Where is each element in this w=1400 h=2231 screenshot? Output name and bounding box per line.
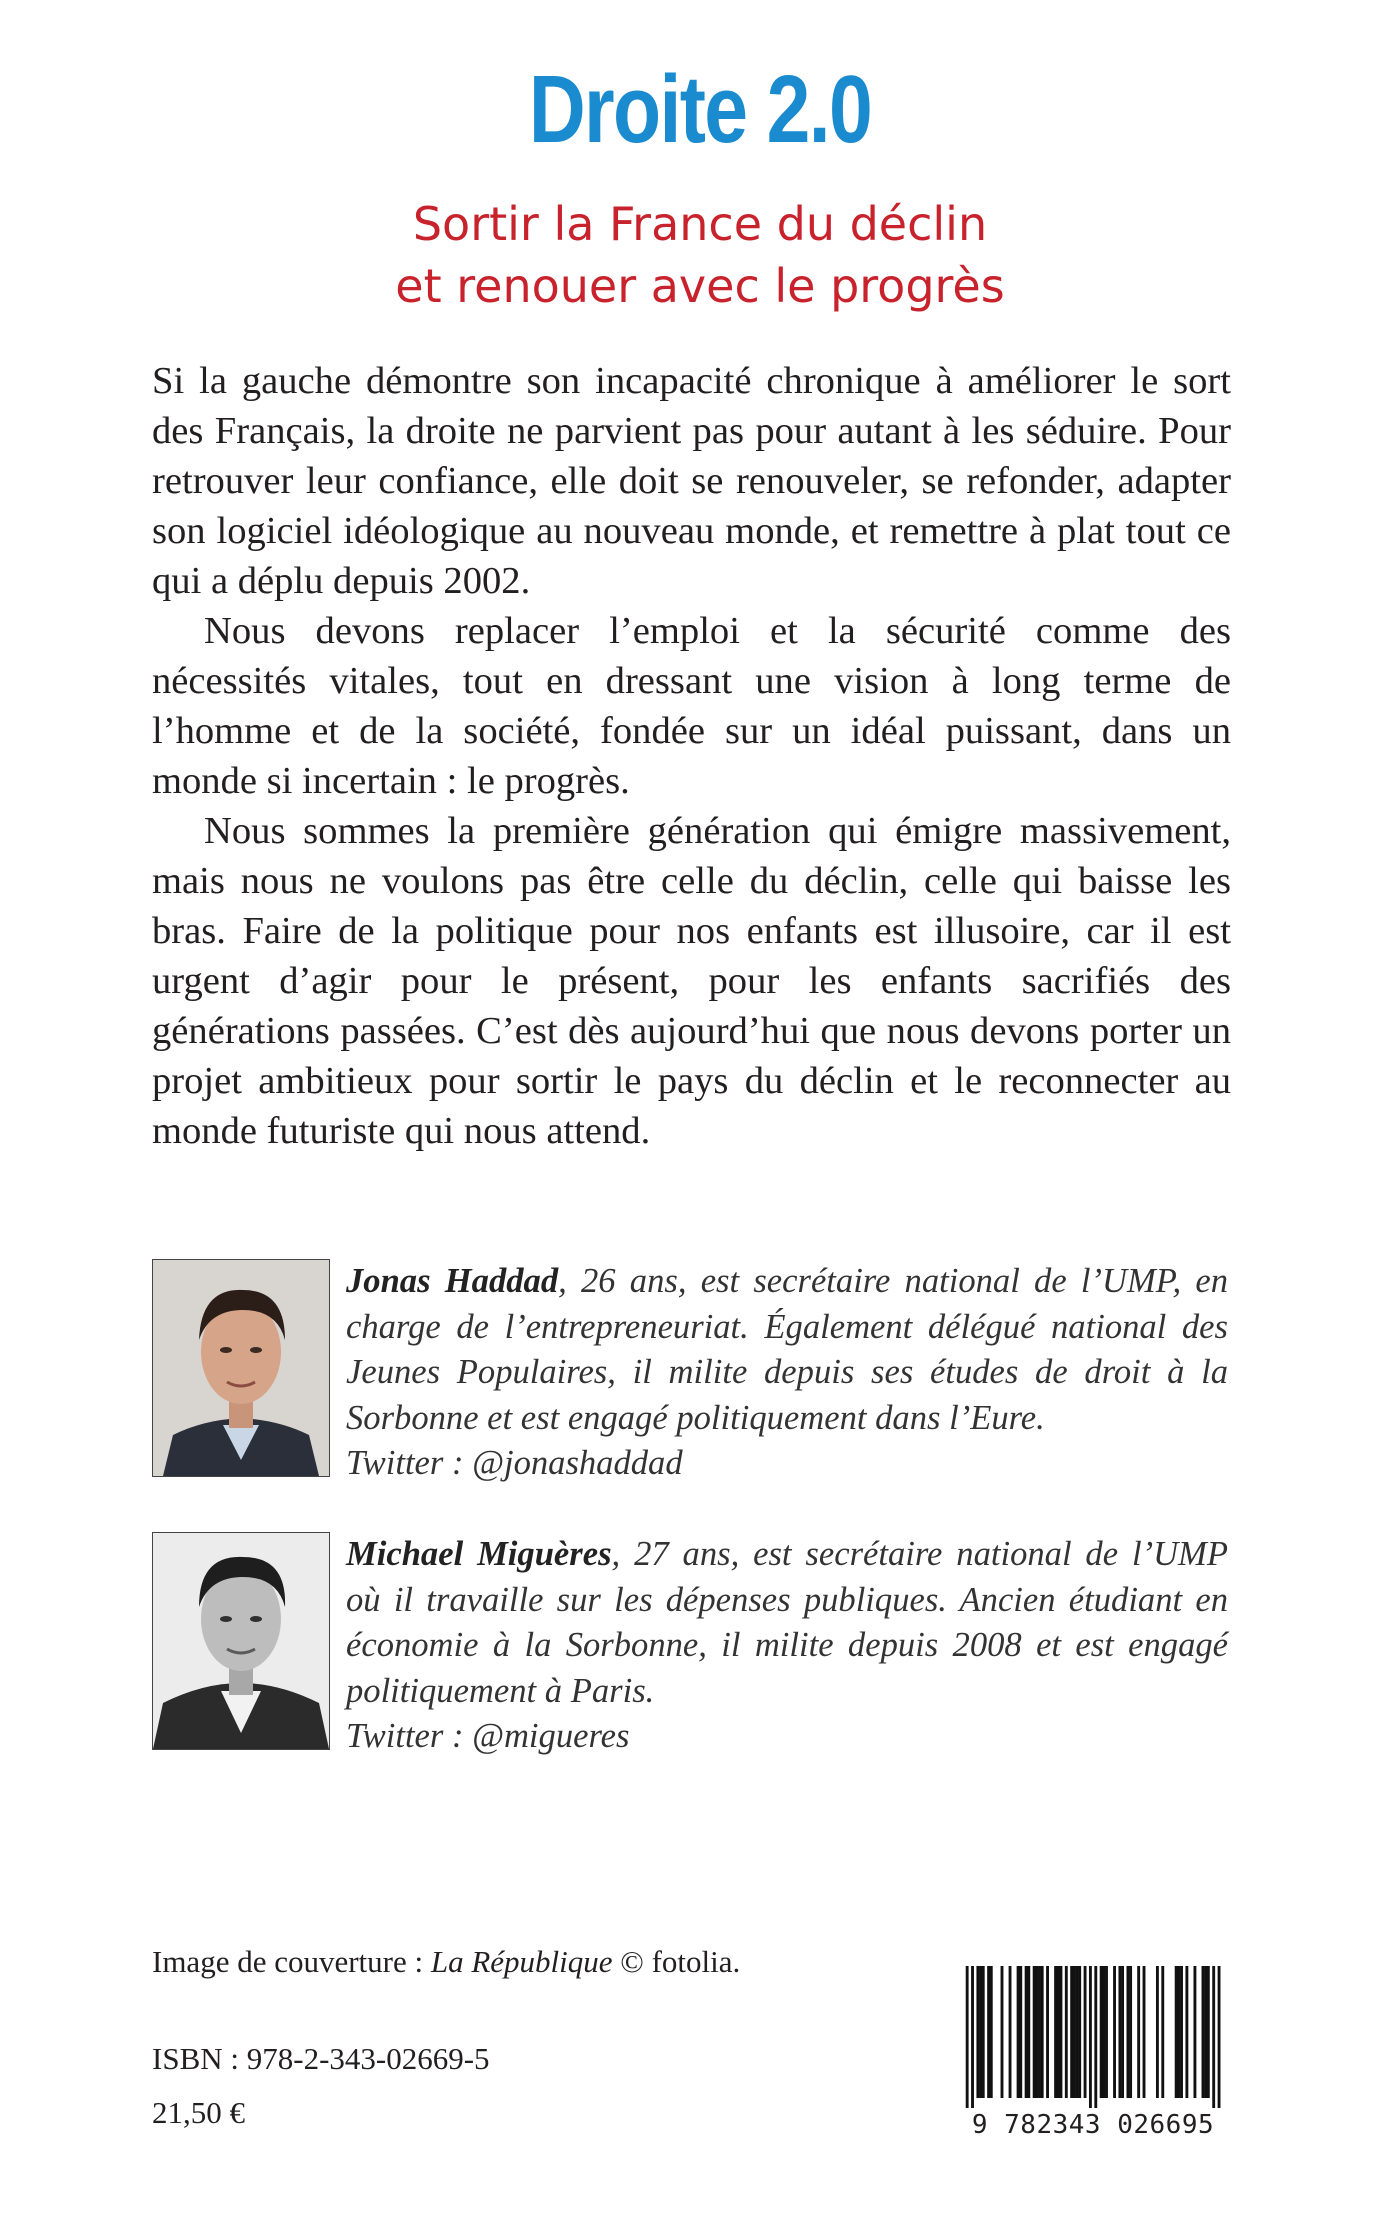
book-subtitle xyxy=(0,193,1400,317)
barcode-bar xyxy=(1054,1966,1057,2098)
barcode-bar xyxy=(1121,1966,1124,2098)
barcode-bar xyxy=(971,1966,974,2108)
barcode-bar xyxy=(1035,1966,1038,2098)
isbn: ISBN : 978-2-343-02669-5 xyxy=(152,2041,490,2076)
author-photo-jonas-haddad xyxy=(152,1259,330,1477)
author-name: Michael Miguères xyxy=(346,1535,612,1573)
barcode-bar xyxy=(1193,1966,1196,2098)
barcode-bar xyxy=(1137,1966,1140,2098)
barcode-bar xyxy=(1156,1966,1159,2098)
barcode-bar xyxy=(1180,1966,1183,2098)
barcode-bar xyxy=(1017,1966,1020,2098)
barcode-bar xyxy=(976,1966,979,2098)
barcode-bar xyxy=(1076,1966,1079,2098)
barcode-bar xyxy=(1204,1966,1207,2098)
barcode-bar xyxy=(966,1966,969,2108)
barcode-bar xyxy=(987,1966,990,2098)
author-bio-jonas-haddad xyxy=(346,1259,1228,1487)
barcode-bar xyxy=(1060,1966,1063,2098)
barcode-bar xyxy=(979,1966,982,2098)
barcode-bar xyxy=(1027,1966,1030,2098)
subtitle-line-2: et renouer avec le progrès xyxy=(395,259,1005,313)
barcode-bar xyxy=(1177,1966,1180,2098)
barcode-bar xyxy=(1057,1966,1060,2098)
credit-suffix: © fotolia. xyxy=(612,1944,741,1979)
barcode-bar xyxy=(1105,1966,1108,2098)
subtitle-line-1: Sortir la France du déclin xyxy=(412,197,988,251)
barcode-bar xyxy=(1073,1966,1076,2098)
barcode-bar xyxy=(1094,1966,1097,2108)
barcode-bar xyxy=(1033,1966,1036,2098)
barcode-bar xyxy=(1041,1966,1044,2098)
barcode-bar xyxy=(982,1966,985,2098)
blurb-paragraph-3: Nous sommes la première génération qui émigre massivement, mais nous ne voulons pas être celle du déclin, celle qui baisse les bras. Faire de la politique pour nos enfants est illusoire, car il est urgent d’agir pour le présent, pour les enfants sacrifiés des générations passées. C’est dès aujourd’hui que nous devons porter un projet ambitieux pour sortir le pays du déclin et le reconnecter au monde futuriste qui nous attend. xyxy=(152,810,1231,1152)
blurb-paragraph-1: Si la gauche démontre son incapacité chronique à améliorer le sort des Français, la droite ne parvient pas pour autant à les séduire. Pour retrouver leur confiance, elle doit se renouveler, se refonder, adapter son logiciel idéologique au nouveau monde, et remettre à plat tout ce qui a déplu depuis 2002. xyxy=(152,360,1231,602)
barcode-bar xyxy=(1046,1966,1049,2098)
barcode-bar xyxy=(1084,1966,1087,2098)
barcode-bar xyxy=(1089,1966,1092,2108)
barcode-bar xyxy=(1126,1966,1129,2098)
barcode-bar xyxy=(1202,1966,1205,2098)
barcode xyxy=(955,1966,1231,2131)
barcode-bar xyxy=(1212,1966,1215,2108)
barcode-bar xyxy=(1100,1966,1103,2098)
barcode-bar xyxy=(1175,1966,1178,2098)
author-photo-michael-migueres xyxy=(152,1532,330,1750)
bio-text xyxy=(346,1259,1228,1441)
author-twitter: Twitter : @migueres xyxy=(346,1717,630,1755)
credit-prefix: Image de couverture : xyxy=(152,1944,431,1979)
barcode-bar xyxy=(1118,1966,1121,2098)
barcode-bar xyxy=(1019,1966,1022,2098)
price: 21,50 € xyxy=(152,2095,245,2130)
barcode-bar xyxy=(1113,1966,1116,2098)
blurb-paragraph-2: Nous devons replacer l’emploi et la sécurité comme des nécessités vitales, tout en dressant une vision à long terme de l’homme et de la société, fondée sur un idéal puissant, dans un monde si incertain : le progrès. xyxy=(152,610,1231,802)
barcode-bar xyxy=(1038,1966,1041,2098)
bio-text xyxy=(346,1532,1228,1714)
author-bio-michael-migueres xyxy=(346,1532,1228,1760)
barcode-bar xyxy=(1143,1966,1146,2098)
blurb xyxy=(152,356,1231,1156)
barcode-bar xyxy=(1078,1966,1081,2098)
barcode-bar xyxy=(990,1966,993,2098)
cover-image-credit xyxy=(152,1943,740,1981)
barcode-bar xyxy=(1161,1966,1164,2098)
barcode-digits: 9 782343 026695 xyxy=(971,2110,1215,2140)
barcode-bar xyxy=(1025,1966,1028,2098)
credit-work: La République xyxy=(430,1944,613,1979)
barcode-bar xyxy=(1102,1966,1105,2098)
barcode-bar xyxy=(1129,1966,1132,2098)
barcode-bar xyxy=(1009,1966,1012,2098)
author-bio: , 26 ans, est secrétaire national de l’UMP, en charge de l’entrepreneuriat. Également délégué national des Jeunes Populaires, il milite depuis ses études de droit à la Sorbonne et est engagé politiquement dans l’Eure. xyxy=(346,1262,1228,1437)
barcode-bar xyxy=(1065,1966,1068,2098)
author-name: Jonas Haddad xyxy=(346,1262,559,1300)
author-twitter: Twitter : @jonashaddad xyxy=(346,1444,683,1482)
book-title: Droite 2.0 xyxy=(528,56,872,163)
author-bio: , 27 ans, est secrétaire national de l’UMP où il travaille sur les dépenses publiques. Ancien étudiant en économie à la Sorbonne, il milite depuis 2008 et est engagé politiquement à Paris. xyxy=(346,1535,1228,1710)
barcode-bar xyxy=(1207,1966,1210,2098)
barcode-bar xyxy=(1070,1966,1073,2098)
barcode-bar xyxy=(1185,1966,1188,2098)
barcode-bar xyxy=(1218,1966,1221,2108)
barcode-bar xyxy=(1001,1966,1004,2098)
